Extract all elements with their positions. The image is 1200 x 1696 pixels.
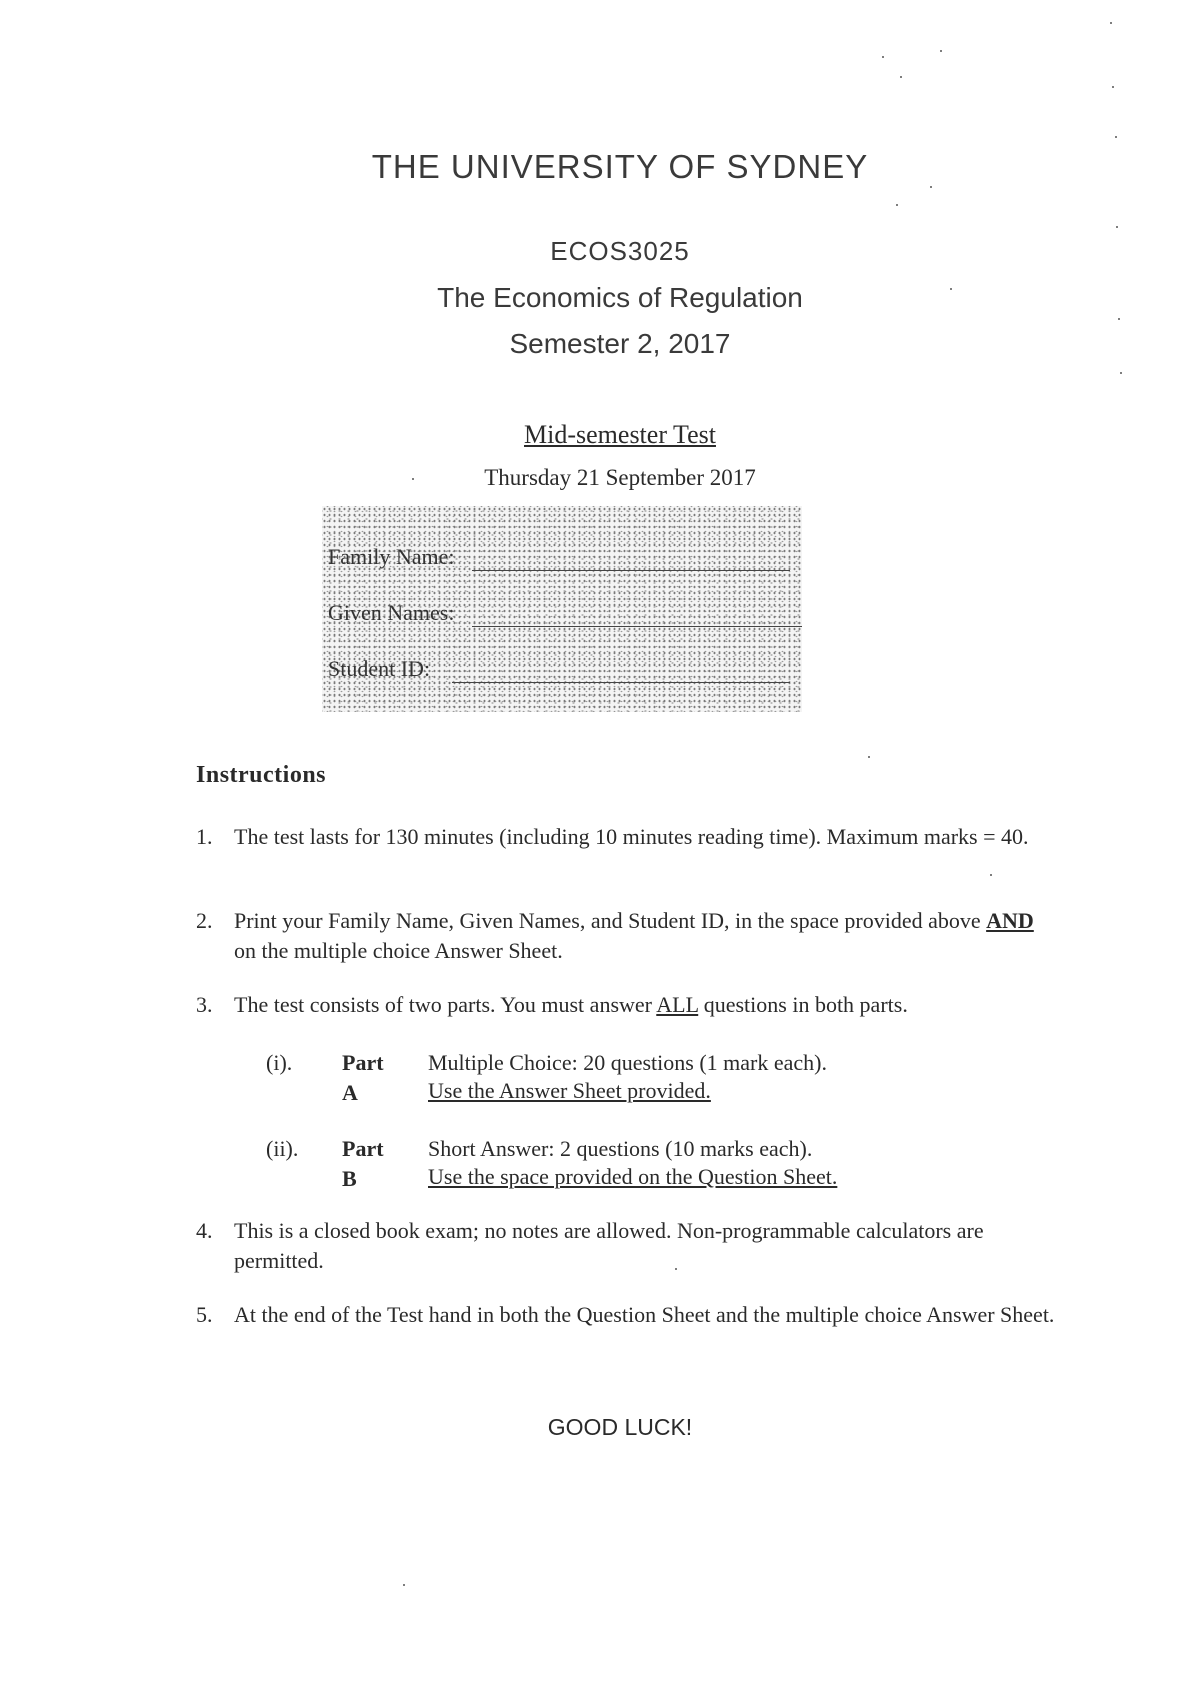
family-name-label: Family Name: <box>328 544 455 569</box>
item-number: 3. <box>196 992 213 1017</box>
scan-speck <box>882 56 884 58</box>
instruction-item <box>196 1216 1066 1276</box>
item-number: 2. <box>196 908 213 933</box>
scan-speck <box>868 756 870 758</box>
scan-speck <box>1116 226 1118 228</box>
part-label: Part A <box>342 1050 384 1105</box>
part-description: Multiple Choice: 20 questions (1 mark each). <box>428 1050 827 1075</box>
item-text <box>234 906 1056 966</box>
scan-speck <box>900 76 902 78</box>
scan-speck <box>896 204 898 206</box>
scan-speck <box>1115 136 1117 138</box>
scan-speck <box>1118 318 1120 320</box>
scan-speck <box>990 874 992 876</box>
instructions-heading: Instructions <box>196 762 327 788</box>
test-date: Thursday 21 September 2017 <box>484 465 756 490</box>
given-names-line <box>472 626 802 627</box>
student-id-line <box>452 682 790 683</box>
item-number: 4. <box>196 1218 213 1243</box>
scan-speck <box>1120 372 1122 374</box>
part-description: Short Answer: 2 questions (10 marks each). <box>428 1136 813 1161</box>
part-roman: (ii). <box>266 1136 299 1161</box>
part-label: Part B <box>342 1136 384 1191</box>
item-text-post: questions in both parts. <box>698 992 908 1017</box>
part-note: Use the Answer Sheet provided. <box>428 1078 711 1103</box>
scan-speck <box>950 288 952 290</box>
item-emphasis: AND <box>986 908 1034 933</box>
good-luck: GOOD LUCK! <box>547 1414 693 1440</box>
item-number: 1. <box>196 824 213 849</box>
student-details-box <box>322 506 802 712</box>
instruction-item <box>196 906 1056 966</box>
item-text: The test lasts for 130 minutes (including 10 minutes reading time). Maximum marks = 40. <box>234 824 1029 849</box>
scan-speck <box>1110 22 1112 24</box>
student-id-label: Student ID: <box>328 656 431 681</box>
test-name: Mid-semester Test <box>524 420 716 449</box>
item-text-pre: The test consists of two parts. You must answer <box>234 992 657 1017</box>
instruction-item <box>196 822 1056 852</box>
course-code: ECOS3025 <box>550 236 690 266</box>
instruction-item <box>196 1300 1056 1330</box>
scan-speck <box>675 1268 677 1270</box>
item-text <box>234 990 1056 1020</box>
instruction-item <box>196 990 1056 1020</box>
university-name: THE UNIVERSITY OF SYDNEY <box>371 148 869 185</box>
scan-speck <box>1112 86 1114 88</box>
item-text: This is a closed book exam; no notes are allowed. Non-programmable calculators are permitted. <box>234 1218 984 1273</box>
scan-speck <box>403 1584 405 1586</box>
scan-speck <box>412 478 414 480</box>
given-names-label: Given Names: <box>328 600 455 625</box>
part-roman: (i). <box>266 1050 293 1075</box>
item-emphasis: ALL <box>656 992 699 1017</box>
item-text: At the end of the Test hand in both the Question Sheet and the multiple choice Answer Sheet. <box>234 1302 1055 1327</box>
part-note: Use the space provided on the Question Sheet. <box>428 1164 838 1189</box>
scan-speck <box>940 50 942 52</box>
item-text-post: on the multiple choice Answer Sheet. <box>234 938 563 963</box>
item-text-pre: Print your Family Name, Given Names, and Student ID, in the space provided above <box>234 908 987 933</box>
scan-speck <box>930 186 932 188</box>
semester: Semester 2, 2017 <box>509 328 731 359</box>
course-title: The Economics of Regulation <box>437 282 803 313</box>
family-name-line <box>472 570 790 571</box>
item-number: 5. <box>196 1302 213 1327</box>
